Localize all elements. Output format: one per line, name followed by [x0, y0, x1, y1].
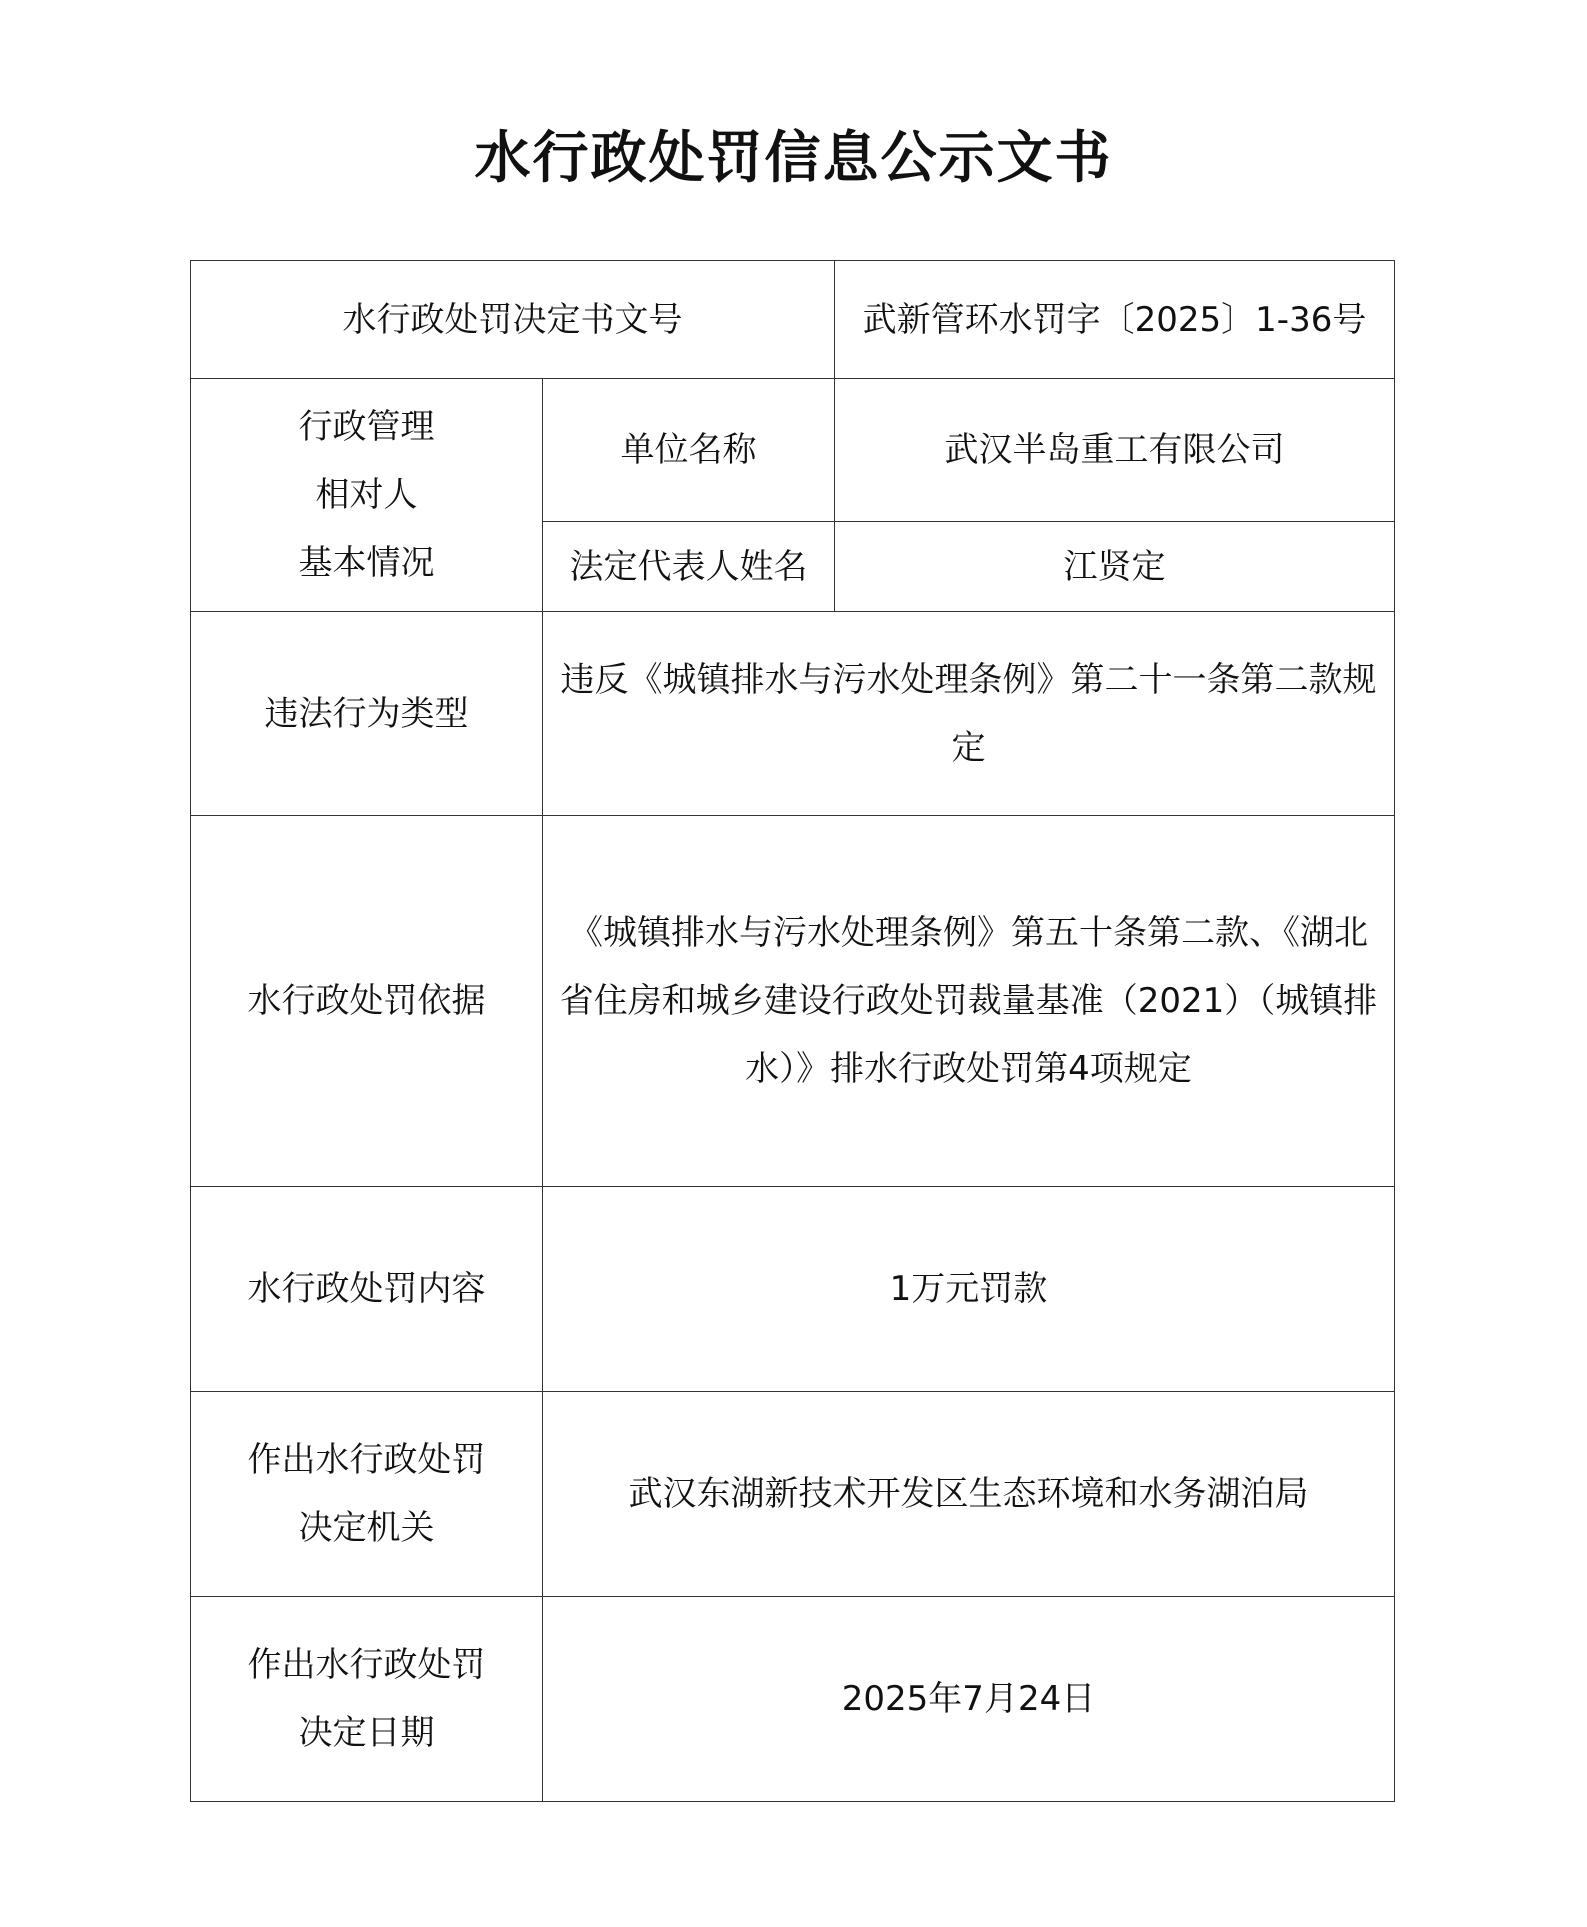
authority-label — [191, 1392, 543, 1597]
party-label-line-2: 相对人 — [315, 475, 418, 515]
row-penalty-basis — [191, 816, 1395, 1187]
decision-date-label-line-1: 作出水行政处罚 — [247, 1645, 486, 1685]
legal-rep-value: 江贤定 — [835, 522, 1395, 612]
row-violation-type — [191, 612, 1395, 816]
row-decision-date — [191, 1597, 1395, 1802]
party-label-line-3: 基本情况 — [298, 543, 435, 583]
decision-date-label — [191, 1597, 543, 1802]
row-penalty-content — [191, 1187, 1395, 1392]
penalty-content-value: 1万元罚款 — [543, 1187, 1395, 1392]
row-unit-name — [191, 379, 1395, 522]
decision-number-label: 水行政处罚决定书文号 — [191, 261, 835, 379]
violation-type-label: 违法行为类型 — [191, 612, 543, 816]
authority-label-line-2: 决定机关 — [298, 1508, 435, 1548]
penalty-basis-value: 《城镇排水与污水处理条例》第五十条第二款、《湖北省住房和城乡建设行政处罚裁量基准（2021）（城镇排水）》排水行政处罚第4项规定 — [543, 816, 1395, 1187]
penalty-basis-label: 水行政处罚依据 — [191, 816, 543, 1187]
row-decision-number — [191, 261, 1395, 379]
decision-date-value: 2025年7月24日 — [543, 1597, 1395, 1802]
row-authority — [191, 1392, 1395, 1597]
decision-date-label-line-2: 决定日期 — [298, 1713, 435, 1753]
unit-name-value: 武汉半岛重工有限公司 — [835, 379, 1395, 522]
party-info-label — [191, 379, 543, 612]
penalty-info-table — [190, 260, 1395, 1802]
decision-number-value: 武新管环水罚字〔2025〕1-36号 — [835, 261, 1395, 379]
unit-name-label: 单位名称 — [543, 379, 835, 522]
document-title: 水行政处罚信息公示文书 — [474, 125, 1113, 191]
party-label-line-1: 行政管理 — [298, 407, 435, 447]
penalty-content-label: 水行政处罚内容 — [191, 1187, 543, 1392]
authority-value: 武汉东湖新技术开发区生态环境和水务湖泊局 — [543, 1392, 1395, 1597]
authority-label-line-1: 作出水行政处罚 — [247, 1440, 486, 1480]
legal-rep-label: 法定代表人姓名 — [543, 522, 835, 612]
violation-type-value: 违反《城镇排水与污水处理条例》第二十一条第二款规定 — [543, 612, 1395, 816]
